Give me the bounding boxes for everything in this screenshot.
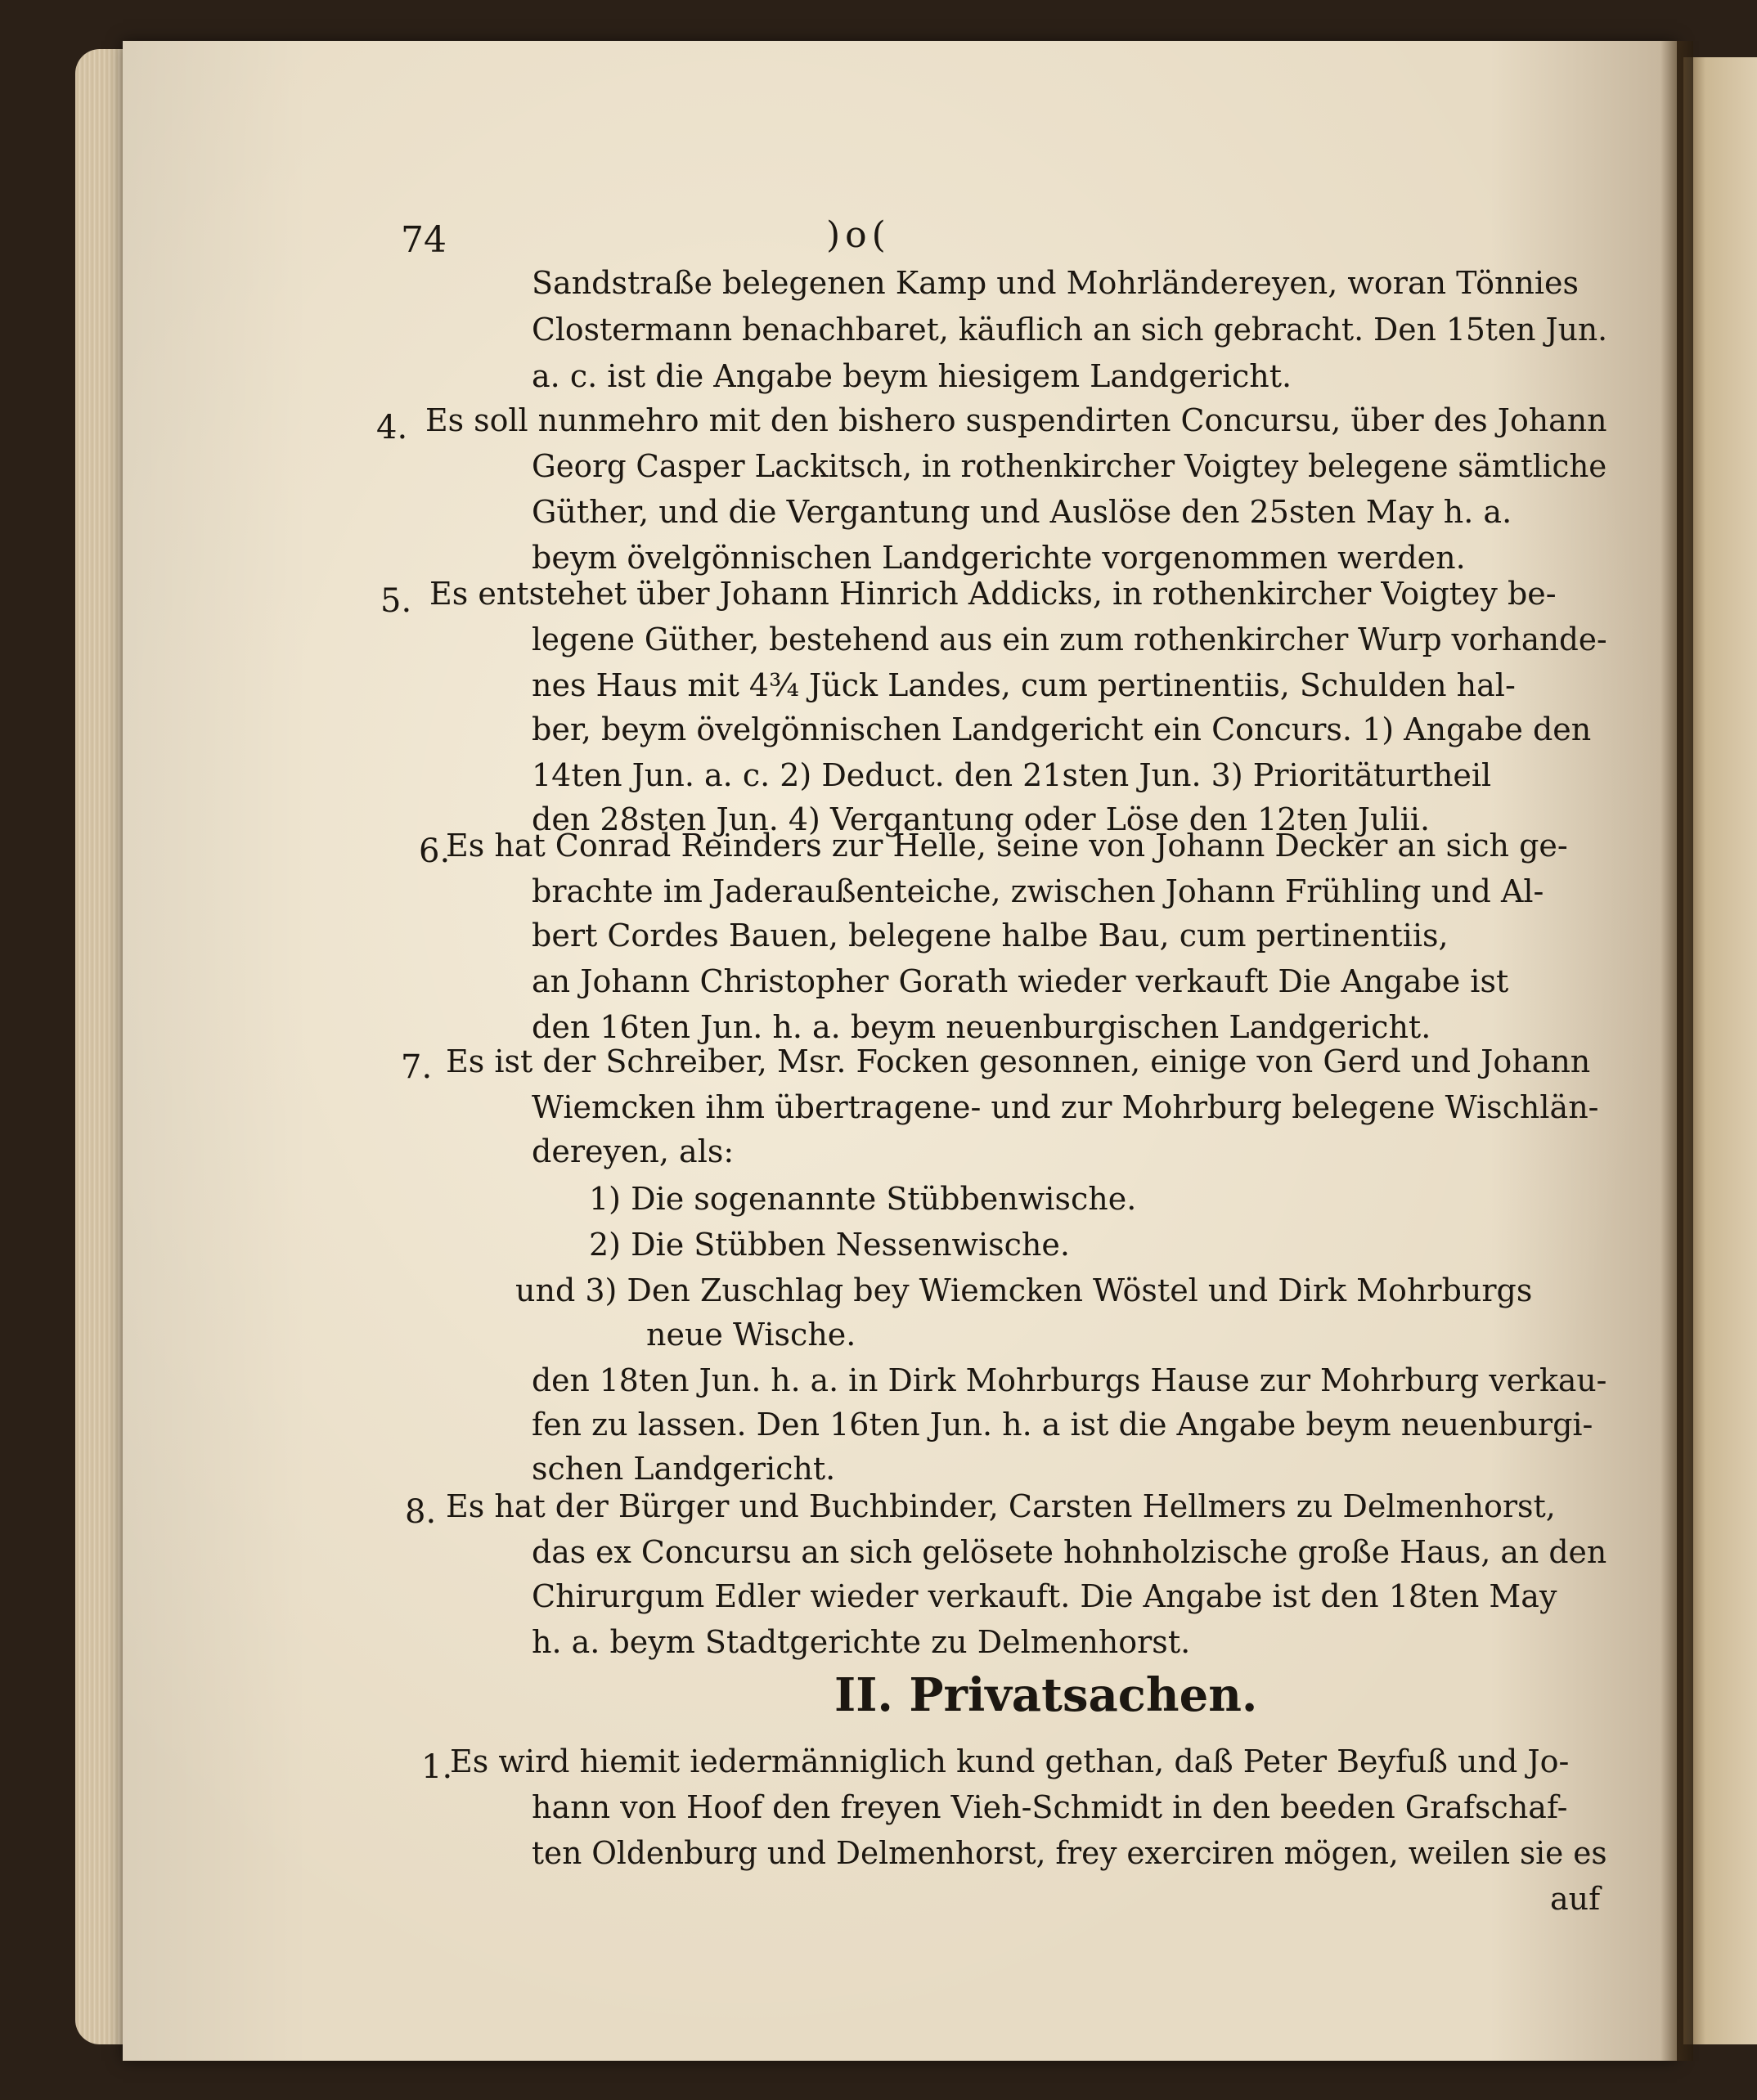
text-line: Sandstraße belegenen Kamp und Mohrländereyen, woran Tönnies <box>532 265 1580 301</box>
text-line: den 16ten Jun. h. a. beym neuenburgischen Landgericht. <box>532 1009 1431 1045</box>
item-number: 8. <box>405 1493 437 1531</box>
text-line: Es hat Conrad Reinders zur Helle, seine von Johann Decker an sich ge- <box>446 828 1568 864</box>
text-line: nes Haus mit 4¾ Jück Landes, cum pertinentiis, Schulden hal- <box>532 667 1516 703</box>
text-line: Es ist der Schreiber, Msr. Focken gesonnen, einige von Gerd und Johann <box>446 1043 1591 1079</box>
text-line: brachte im Jaderaußenteiche, zwischen Johann Frühling und Al- <box>532 873 1544 909</box>
text-line: Es wird hiemit iedermänniglich kund gethan, daß Peter Beyfuß und Jo- <box>450 1743 1570 1779</box>
text-line: 2) Die Stübben Nessenwische. <box>589 1227 1070 1263</box>
text-line: dereyen, als: <box>532 1133 735 1169</box>
facing-page <box>1683 57 1757 2044</box>
text-line: das ex Concursu an sich gelösete hohnholzische große Haus, an den <box>532 1534 1607 1570</box>
text-line: schen Landgericht. <box>532 1451 836 1487</box>
item-number: 5. <box>380 582 412 620</box>
text-line: Es entstehet über Johann Hinrich Addicks, in rothenkircher Voigtey be- <box>429 576 1557 612</box>
text-line: Es hat der Bürger und Buchbinder, Carsten Hellmers zu Delmenhorst, <box>446 1488 1556 1524</box>
text-line: Es soll nunmehro mit den bishero suspendirten Concursu, über des Johann <box>425 402 1607 438</box>
text-line: beym övelgönnischen Landgerichte vorgenommen werden. <box>532 540 1466 576</box>
text-line: den 28sten Jun. 4) Vergantung oder Löse den 12ten Julii. <box>532 801 1431 837</box>
text-line: Georg Casper Lackitsch, in rothenkircher Voigtey belegene sämtliche <box>532 448 1607 484</box>
item-number: 6. <box>419 832 451 870</box>
text-line: hann von Hoof den freyen Vieh-Schmidt in den beeden Grafschaf- <box>532 1789 1568 1825</box>
item-number: 7. <box>401 1048 433 1086</box>
text-line: Chirurgum Edler wieder verkauft. Die Angabe ist den 18ten May <box>532 1578 1557 1614</box>
text-line: ten Oldenburg und Delmenhorst, frey exerciren mögen, weilen sie es <box>532 1835 1607 1871</box>
text-line: Wiemcken ihm übertragene- und zur Mohrburg belegene Wischlän- <box>532 1089 1599 1125</box>
text-line: h. a. beym Stadtgerichte zu Delmenhorst. <box>532 1624 1191 1660</box>
text-line: 1) Die sogenannte Stübbenwische. <box>589 1181 1137 1217</box>
text-line: und 3) Den Zuschlag bey Wiemcken Wöstel und Dirk Mohrburgs <box>515 1272 1533 1308</box>
catchword: auf <box>1550 1881 1601 1917</box>
text-line: neue Wische. <box>646 1317 856 1353</box>
text-line: Güther, und die Vergantung und Auslöse den 25sten May h. a. <box>532 494 1512 530</box>
text-line: bert Cordes Bauen, belegene halbe Bau, cum pertinentiis, <box>532 918 1449 954</box>
text-line: legene Güther, bestehend aus ein zum rothenkircher Wurp vorhande- <box>532 621 1607 657</box>
item-number: 4. <box>376 409 408 446</box>
text-line: fen zu lassen. Den 16ten Jun. h. a ist die Angabe beym neuenburgi- <box>532 1407 1593 1443</box>
page-gutter <box>1660 41 1693 2061</box>
text-line: den 18ten Jun. h. a. in Dirk Mohrburgs Hause zur Mohrburg verkau- <box>532 1362 1607 1398</box>
running-header: )o( <box>826 214 891 256</box>
text-line: 14ten Jun. a. c. 2) Deduct. den 21sten Jun. 3) Prioritäturtheil <box>532 757 1492 793</box>
item-number: 1. <box>421 1748 453 1786</box>
text-line: ber, beym övelgönnischen Landgericht ein Concurs. 1) Angabe den <box>532 711 1592 747</box>
section-title: II. Privatsachen. <box>834 1668 1258 1722</box>
text-line: Clostermann benachbaret, käuflich an sich gebracht. Den 15ten Jun. <box>532 312 1608 348</box>
text-line: a. c. ist die Angabe beym hiesigem Landgericht. <box>532 358 1292 394</box>
text-line: an Johann Christopher Gorath wieder verkauft Die Angabe ist <box>532 963 1509 999</box>
page-number: 74 <box>401 219 447 261</box>
